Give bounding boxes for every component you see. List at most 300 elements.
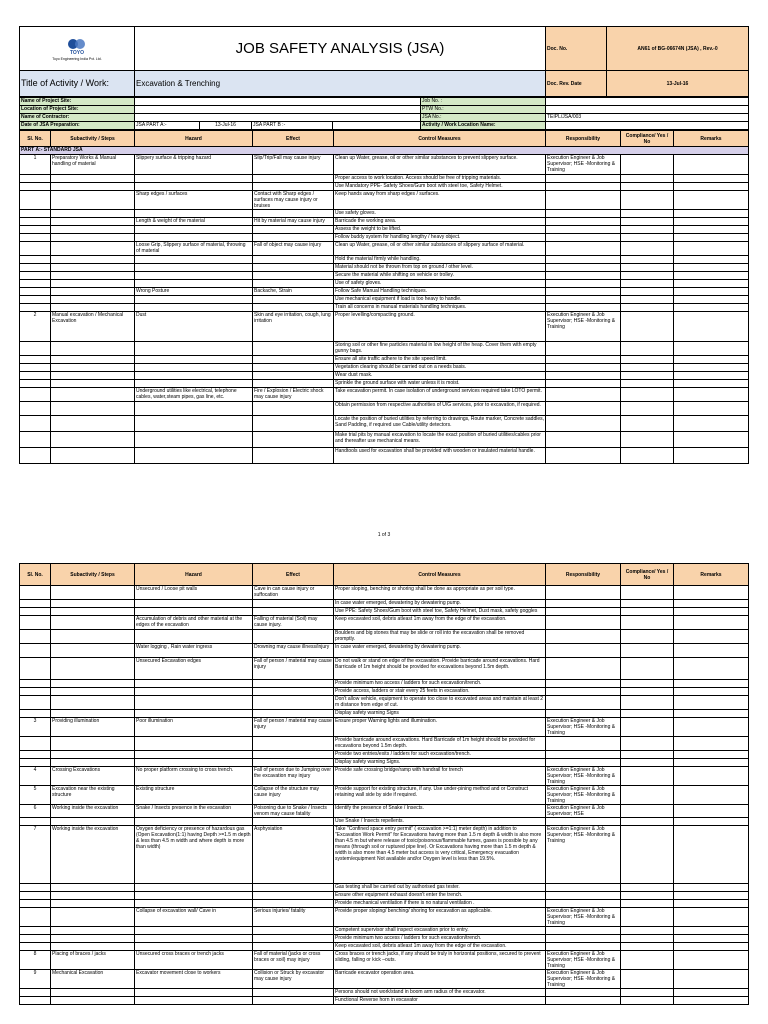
compliance-cell[interactable] bbox=[621, 280, 674, 288]
remarks-cell[interactable] bbox=[674, 280, 749, 288]
control-cell: Barricade excavator operation area. bbox=[334, 970, 546, 989]
effect-cell: Poisoning due to Snake / Insects venom may cause fatality bbox=[253, 805, 334, 818]
effect-cell bbox=[253, 296, 334, 304]
subactivity-cell bbox=[51, 356, 135, 364]
remarks-cell[interactable] bbox=[674, 688, 749, 696]
effect-cell: Fall of person / material may cause injury bbox=[253, 658, 334, 680]
control-cell: Assess the weight to be lifted. bbox=[334, 226, 546, 234]
remarks-cell[interactable] bbox=[674, 892, 749, 900]
hazard-cell bbox=[135, 380, 253, 388]
remarks-cell[interactable] bbox=[674, 210, 749, 218]
compliance-cell[interactable] bbox=[621, 767, 674, 786]
remarks-cell[interactable] bbox=[674, 644, 749, 658]
remarks-cell[interactable] bbox=[674, 786, 749, 805]
table-row bbox=[20, 288, 749, 296]
activity-location-value[interactable] bbox=[546, 122, 749, 130]
effect-cell: Fire / Explosion / Electric shock may cause injury bbox=[253, 388, 334, 402]
table-row bbox=[20, 586, 749, 600]
remarks-cell[interactable] bbox=[674, 751, 749, 759]
sl-cell bbox=[20, 884, 51, 892]
compliance-cell[interactable] bbox=[621, 751, 674, 759]
compliance-cell[interactable] bbox=[621, 608, 674, 616]
table-row bbox=[20, 767, 749, 786]
remarks-cell[interactable] bbox=[674, 997, 749, 1005]
table-row bbox=[20, 818, 749, 826]
responsibility-cell bbox=[546, 356, 621, 364]
remarks-cell[interactable] bbox=[674, 767, 749, 786]
col-remarks-2: Remarks bbox=[674, 564, 749, 586]
contractor-value[interactable] bbox=[135, 114, 421, 122]
doc-rev-value: 13-Jul-16 bbox=[607, 71, 749, 97]
control-cell: In case water emerged, dewatering by dewatering pump. bbox=[334, 600, 546, 608]
responsibility-cell bbox=[546, 644, 621, 658]
control-cell: Provide mechanical ventilation if there is no natural ventilation . bbox=[334, 900, 546, 908]
activity-location-label: Activity / Work Location Name: bbox=[421, 122, 546, 130]
effect-cell: Backache, Strain bbox=[253, 288, 334, 296]
col-effect: Effect bbox=[253, 131, 334, 147]
remarks-cell[interactable] bbox=[674, 600, 749, 608]
sl-cell: 6 bbox=[20, 805, 51, 818]
col-subactivity: Subactivity / Steps bbox=[51, 131, 135, 147]
compliance-cell[interactable] bbox=[621, 448, 674, 464]
toyo-logo-icon bbox=[63, 37, 91, 55]
sl-cell bbox=[20, 175, 51, 183]
col-hazard: Hazard bbox=[135, 131, 253, 147]
compliance-cell[interactable] bbox=[621, 402, 674, 416]
compliance-cell[interactable] bbox=[621, 416, 674, 432]
responsibility-cell: Execution Engineer & Job Supervisor; HSE -Monitoring & Training bbox=[546, 786, 621, 805]
responsibility-cell bbox=[546, 191, 621, 210]
remarks-cell[interactable] bbox=[674, 372, 749, 380]
compliance-cell[interactable] bbox=[621, 884, 674, 892]
remarks-cell[interactable] bbox=[674, 432, 749, 448]
control-cell: Keep excavated soil, debris atleast 1m away from the edge of the excavation. bbox=[334, 616, 546, 630]
sl-cell bbox=[20, 416, 51, 432]
compliance-cell[interactable] bbox=[621, 155, 674, 175]
subactivity-cell bbox=[51, 183, 135, 191]
compliance-cell[interactable] bbox=[621, 272, 674, 280]
compliance-cell[interactable] bbox=[621, 264, 674, 272]
subactivity-cell bbox=[51, 658, 135, 680]
subactivity-cell bbox=[51, 264, 135, 272]
responsibility-cell bbox=[546, 696, 621, 710]
subactivity-cell bbox=[51, 710, 135, 718]
sl-cell bbox=[20, 600, 51, 608]
compliance-cell[interactable] bbox=[621, 210, 674, 218]
remarks-cell[interactable] bbox=[674, 818, 749, 826]
remarks-cell[interactable] bbox=[674, 312, 749, 342]
compliance-cell[interactable] bbox=[621, 644, 674, 658]
page-2 bbox=[19, 563, 748, 1005]
subactivity-cell bbox=[51, 242, 135, 256]
responsibility-cell bbox=[546, 943, 621, 951]
compliance-cell[interactable] bbox=[621, 312, 674, 342]
hazard-cell: Collapse of excavation wall/ Cave in bbox=[135, 908, 253, 927]
compliance-cell[interactable] bbox=[621, 900, 674, 908]
compliance-cell[interactable] bbox=[621, 175, 674, 183]
compliance-cell[interactable] bbox=[621, 943, 674, 951]
remarks-cell[interactable] bbox=[674, 175, 749, 183]
jsa-table-page2 bbox=[19, 563, 749, 1005]
remarks-cell[interactable] bbox=[674, 586, 749, 600]
compliance-cell[interactable] bbox=[621, 183, 674, 191]
remarks-cell[interactable] bbox=[674, 342, 749, 356]
subactivity-cell: Working inside the excavation bbox=[51, 826, 135, 884]
responsibility-cell bbox=[546, 616, 621, 630]
compliance-cell[interactable] bbox=[621, 296, 674, 304]
remarks-cell[interactable] bbox=[674, 927, 749, 935]
control-cell: Proper sloping, benching or shoring shall be done as appropriate as per soil type. bbox=[334, 586, 546, 600]
compliance-cell[interactable] bbox=[621, 737, 674, 751]
effect-cell: Slip/Trip/Fall may cause injury bbox=[253, 155, 334, 175]
table-row bbox=[20, 272, 749, 280]
control-cell: Use safety gloves. bbox=[334, 210, 546, 218]
table-row bbox=[20, 892, 749, 900]
remarks-cell[interactable] bbox=[674, 935, 749, 943]
compliance-cell[interactable] bbox=[621, 356, 674, 364]
sl-cell bbox=[20, 372, 51, 380]
compliance-cell[interactable] bbox=[621, 696, 674, 710]
sl-cell: 3 bbox=[20, 718, 51, 737]
remarks-cell[interactable] bbox=[674, 264, 749, 272]
hazard-cell bbox=[135, 710, 253, 718]
hazard-cell bbox=[135, 759, 253, 767]
hazard-cell bbox=[135, 264, 253, 272]
remarks-cell[interactable] bbox=[674, 908, 749, 927]
compliance-cell[interactable] bbox=[621, 970, 674, 989]
hazard-cell: Existing structure bbox=[135, 786, 253, 805]
responsibility-cell bbox=[546, 997, 621, 1005]
compliance-cell[interactable] bbox=[621, 818, 674, 826]
sl-cell bbox=[20, 737, 51, 751]
compliance-cell[interactable] bbox=[621, 680, 674, 688]
remarks-cell[interactable] bbox=[674, 288, 749, 296]
responsibility-cell bbox=[546, 586, 621, 600]
sl-cell bbox=[20, 296, 51, 304]
hazard-cell bbox=[135, 600, 253, 608]
compliance-cell[interactable] bbox=[621, 997, 674, 1005]
control-cell: Competent supervisor shall inspect excavation prior to entry. bbox=[334, 927, 546, 935]
compliance-cell[interactable] bbox=[621, 304, 674, 312]
control-cell: Keep hands away from sharp edges / surfaces. bbox=[334, 191, 546, 210]
subactivity-cell: Excavation near the existing structure bbox=[51, 786, 135, 805]
subactivity-cell: Placing of braces / jacks bbox=[51, 951, 135, 970]
compliance-cell[interactable] bbox=[621, 927, 674, 935]
control-cell: Clean up Water, grease, oil or other similar substances of slippery surface of material. bbox=[334, 242, 546, 256]
subactivity-cell: Working inside the excavation bbox=[51, 805, 135, 818]
table-row bbox=[20, 970, 749, 989]
remarks-cell[interactable] bbox=[674, 272, 749, 280]
hazard-cell bbox=[135, 688, 253, 696]
subactivity-cell bbox=[51, 304, 135, 312]
remarks-cell[interactable] bbox=[674, 616, 749, 630]
sl-cell bbox=[20, 210, 51, 218]
info-table bbox=[19, 97, 749, 130]
remarks-cell[interactable] bbox=[674, 737, 749, 751]
jsa-table-page1 bbox=[19, 130, 749, 464]
project-site-value[interactable] bbox=[135, 98, 421, 106]
subactivity-cell bbox=[51, 296, 135, 304]
compliance-cell[interactable] bbox=[621, 688, 674, 696]
remarks-cell[interactable] bbox=[674, 970, 749, 989]
remarks-cell[interactable] bbox=[674, 256, 749, 264]
control-cell: Train all concerns in manual materials handling techniques. bbox=[334, 304, 546, 312]
part-a-label: JSA PART A:- bbox=[135, 122, 200, 130]
table-row bbox=[20, 388, 749, 402]
compliance-cell[interactable] bbox=[621, 191, 674, 210]
compliance-cell[interactable] bbox=[621, 989, 674, 997]
sl-cell bbox=[20, 710, 51, 718]
compliance-cell[interactable] bbox=[621, 786, 674, 805]
responsibility-cell bbox=[546, 175, 621, 183]
remarks-cell[interactable] bbox=[674, 155, 749, 175]
compliance-cell[interactable] bbox=[621, 364, 674, 372]
hazard-cell: Water logging , Rain water ingress bbox=[135, 644, 253, 658]
remarks-cell[interactable] bbox=[674, 218, 749, 226]
header-table bbox=[19, 26, 749, 97]
control-cell: Use Mandatory PPE- Safety Shoes/Gum boot with steel toe, Safety Helmet. bbox=[334, 183, 546, 191]
control-cell: Wear dust mask. bbox=[334, 372, 546, 380]
table-row bbox=[20, 688, 749, 696]
remarks-cell[interactable] bbox=[674, 943, 749, 951]
effect-cell bbox=[253, 234, 334, 242]
hazard-cell bbox=[135, 402, 253, 416]
responsibility-cell bbox=[546, 600, 621, 608]
subactivity-cell bbox=[51, 927, 135, 935]
table-row bbox=[20, 616, 749, 630]
responsibility-cell bbox=[546, 304, 621, 312]
table-row bbox=[20, 380, 749, 388]
compliance-cell[interactable] bbox=[621, 951, 674, 970]
control-cell: Persons should not work/stand in boom arm radius of the excavator. bbox=[334, 989, 546, 997]
remarks-cell[interactable] bbox=[674, 356, 749, 364]
remarks-cell[interactable] bbox=[674, 680, 749, 688]
sl-cell bbox=[20, 680, 51, 688]
sl-cell bbox=[20, 989, 51, 997]
responsibility-cell bbox=[546, 218, 621, 226]
table-row bbox=[20, 364, 749, 372]
sl-cell bbox=[20, 892, 51, 900]
remarks-cell[interactable] bbox=[674, 805, 749, 818]
responsibility-cell bbox=[546, 884, 621, 892]
table-row bbox=[20, 900, 749, 908]
effect-cell bbox=[253, 380, 334, 388]
responsibility-cell bbox=[546, 388, 621, 402]
subactivity-cell bbox=[51, 402, 135, 416]
job-no-value[interactable] bbox=[546, 98, 749, 106]
col-subactivity-2: Subactivity / Steps bbox=[51, 564, 135, 586]
hazard-cell bbox=[135, 226, 253, 234]
remarks-cell[interactable] bbox=[674, 718, 749, 737]
effect-cell: Falling of material (Soil) may cause injury. bbox=[253, 616, 334, 630]
compliance-cell[interactable] bbox=[621, 256, 674, 264]
effect-cell: Fall of object may cause injury bbox=[253, 242, 334, 256]
compliance-cell[interactable] bbox=[621, 616, 674, 630]
sl-cell bbox=[20, 388, 51, 402]
compliance-cell[interactable] bbox=[621, 935, 674, 943]
col-effect-2: Effect bbox=[253, 564, 334, 586]
responsibility-cell: Execution Engineer & Job Supervisor; HSE -Monitoring & Training bbox=[546, 718, 621, 737]
remarks-cell[interactable] bbox=[674, 234, 749, 242]
hazard-cell bbox=[135, 997, 253, 1005]
subactivity-cell bbox=[51, 644, 135, 658]
responsibility-cell bbox=[546, 226, 621, 234]
hazard-cell bbox=[135, 416, 253, 432]
sl-cell: 7 bbox=[20, 826, 51, 884]
compliance-cell[interactable] bbox=[621, 586, 674, 600]
col-compliance: Compliance/ Yes / No bbox=[621, 131, 674, 147]
compliance-cell[interactable] bbox=[621, 658, 674, 680]
effect-cell: Fall of person / material may cause injury bbox=[253, 718, 334, 737]
effect-cell bbox=[253, 183, 334, 191]
remarks-cell[interactable] bbox=[674, 226, 749, 234]
hazard-cell bbox=[135, 680, 253, 688]
compliance-cell[interactable] bbox=[621, 342, 674, 356]
compliance-cell[interactable] bbox=[621, 288, 674, 296]
responsibility-cell bbox=[546, 210, 621, 218]
sl-cell bbox=[20, 586, 51, 600]
part-b-label: JSA PART B :- bbox=[252, 122, 333, 130]
responsibility-cell bbox=[546, 658, 621, 680]
remarks-cell[interactable] bbox=[674, 296, 749, 304]
hazard-cell bbox=[135, 751, 253, 759]
remarks-cell[interactable] bbox=[674, 448, 749, 464]
control-cell: Secure the material while shifting on vehicle or trolley. bbox=[334, 272, 546, 280]
table-row bbox=[20, 786, 749, 805]
table-row bbox=[20, 342, 749, 356]
sl-cell bbox=[20, 935, 51, 943]
effect-cell: Hit by material may cause injury bbox=[253, 218, 334, 226]
compliance-cell[interactable] bbox=[621, 600, 674, 608]
responsibility-cell bbox=[546, 759, 621, 767]
effect-cell bbox=[253, 210, 334, 218]
table-row bbox=[20, 908, 749, 927]
remarks-cell[interactable] bbox=[674, 884, 749, 892]
effect-cell bbox=[253, 759, 334, 767]
effect-cell bbox=[253, 710, 334, 718]
part-b-value[interactable] bbox=[333, 122, 421, 130]
remarks-cell[interactable] bbox=[674, 759, 749, 767]
subactivity-cell: Crossing Excavations bbox=[51, 767, 135, 786]
table-row bbox=[20, 210, 749, 218]
activity-title-value: Excavation & Trenching bbox=[135, 71, 546, 97]
responsibility-cell bbox=[546, 737, 621, 751]
control-cell: Take "Confined space entry permit" ( excavation >=1:1) meter depth) in addition to "Excavation Work Permit" for Excavations having more than 1.5 m depth & width is also more than 4.5 m but where release of toxic/poisonous/flammable fumes, gases is possible by any means (through soil or ruptured pipe line). Or Excavations having more than 1.5 m depth & width is also more than 4.5 meter but access is very critical, Emergency evacuation system/equipment Not available and/or Oxygen level is less than 19.5%. bbox=[334, 826, 546, 884]
ptw-no-value[interactable] bbox=[546, 106, 749, 114]
table-row bbox=[20, 759, 749, 767]
compliance-cell[interactable] bbox=[621, 226, 674, 234]
sl-cell bbox=[20, 234, 51, 242]
effect-cell bbox=[253, 272, 334, 280]
remarks-cell[interactable] bbox=[674, 364, 749, 372]
compliance-cell[interactable] bbox=[621, 218, 674, 226]
subactivity-cell bbox=[51, 908, 135, 927]
page-number: 1 of 3 bbox=[377, 532, 391, 538]
responsibility-cell bbox=[546, 272, 621, 280]
hazard-cell: Unsecured Excavation edges bbox=[135, 658, 253, 680]
hazard-cell: Loose Grip, Slippery surface of material, throwing of material bbox=[135, 242, 253, 256]
remarks-cell[interactable] bbox=[674, 380, 749, 388]
jsa-no-value: TEIPL/JSA/003 bbox=[546, 114, 749, 122]
doc-no-label: Doc. No. bbox=[546, 27, 607, 71]
subactivity-cell bbox=[51, 616, 135, 630]
sl-cell bbox=[20, 356, 51, 364]
remarks-cell[interactable] bbox=[674, 402, 749, 416]
table-row bbox=[20, 264, 749, 272]
remarks-cell[interactable] bbox=[674, 989, 749, 997]
remarks-cell[interactable] bbox=[674, 658, 749, 680]
sl-cell bbox=[20, 402, 51, 416]
hazard-cell bbox=[135, 900, 253, 908]
compliance-cell[interactable] bbox=[621, 826, 674, 884]
remarks-cell[interactable] bbox=[674, 183, 749, 191]
table-row bbox=[20, 658, 749, 680]
remarks-cell[interactable] bbox=[674, 900, 749, 908]
compliance-cell[interactable] bbox=[621, 718, 674, 737]
effect-cell: Cave in can cause injury or suffocation bbox=[253, 586, 334, 600]
control-cell: Proper access to work location. Access should be free of tripping materials. bbox=[334, 175, 546, 183]
location-value[interactable] bbox=[135, 106, 421, 114]
remarks-cell[interactable] bbox=[674, 304, 749, 312]
compliance-cell[interactable] bbox=[621, 372, 674, 380]
hazard-cell bbox=[135, 818, 253, 826]
remarks-cell[interactable] bbox=[674, 608, 749, 616]
compliance-cell[interactable] bbox=[621, 380, 674, 388]
table-row bbox=[20, 989, 749, 997]
sl-cell bbox=[20, 191, 51, 210]
responsibility-cell: Execution Engineer & Job Supervisor; HSE -Monitoring & Training bbox=[546, 908, 621, 927]
compliance-cell[interactable] bbox=[621, 805, 674, 818]
table-row bbox=[20, 234, 749, 242]
effect-cell bbox=[253, 737, 334, 751]
doc-rev-label: Doc. Rev. Date bbox=[546, 71, 607, 97]
responsibility-cell bbox=[546, 892, 621, 900]
sl-cell bbox=[20, 900, 51, 908]
responsibility-cell bbox=[546, 688, 621, 696]
hazard-cell bbox=[135, 696, 253, 710]
remarks-cell[interactable] bbox=[674, 191, 749, 210]
compliance-cell[interactable] bbox=[621, 234, 674, 242]
remarks-cell[interactable] bbox=[674, 951, 749, 970]
subactivity-cell bbox=[51, 416, 135, 432]
project-site-label: Name of Project Site: bbox=[20, 98, 135, 106]
effect-cell bbox=[253, 280, 334, 288]
subactivity-cell bbox=[51, 448, 135, 464]
compliance-cell[interactable] bbox=[621, 242, 674, 256]
remarks-cell[interactable] bbox=[674, 416, 749, 432]
control-cell: Provide support for existing structure, if any. Use under-pining method and or Construct retaining wall side by side if required. bbox=[334, 786, 546, 805]
remarks-cell[interactable] bbox=[674, 696, 749, 710]
remarks-cell[interactable] bbox=[674, 388, 749, 402]
compliance-cell[interactable] bbox=[621, 892, 674, 900]
compliance-cell[interactable] bbox=[621, 432, 674, 448]
remarks-cell[interactable] bbox=[674, 710, 749, 718]
remarks-cell[interactable] bbox=[674, 630, 749, 644]
remarks-cell[interactable] bbox=[674, 242, 749, 256]
hazard-cell bbox=[135, 183, 253, 191]
compliance-cell[interactable] bbox=[621, 630, 674, 644]
remarks-cell[interactable] bbox=[674, 826, 749, 884]
compliance-cell[interactable] bbox=[621, 908, 674, 927]
compliance-cell[interactable] bbox=[621, 759, 674, 767]
responsibility-cell bbox=[546, 234, 621, 242]
sl-cell bbox=[20, 448, 51, 464]
compliance-cell[interactable] bbox=[621, 710, 674, 718]
control-cell: Provide two entries/exits / ladders for such excavation/trench. bbox=[334, 751, 546, 759]
compliance-cell[interactable] bbox=[621, 388, 674, 402]
subactivity-cell bbox=[51, 630, 135, 644]
responsibility-cell: Execution Engineer & Job Supervisor; HSE -Monitoring & Training bbox=[546, 767, 621, 786]
